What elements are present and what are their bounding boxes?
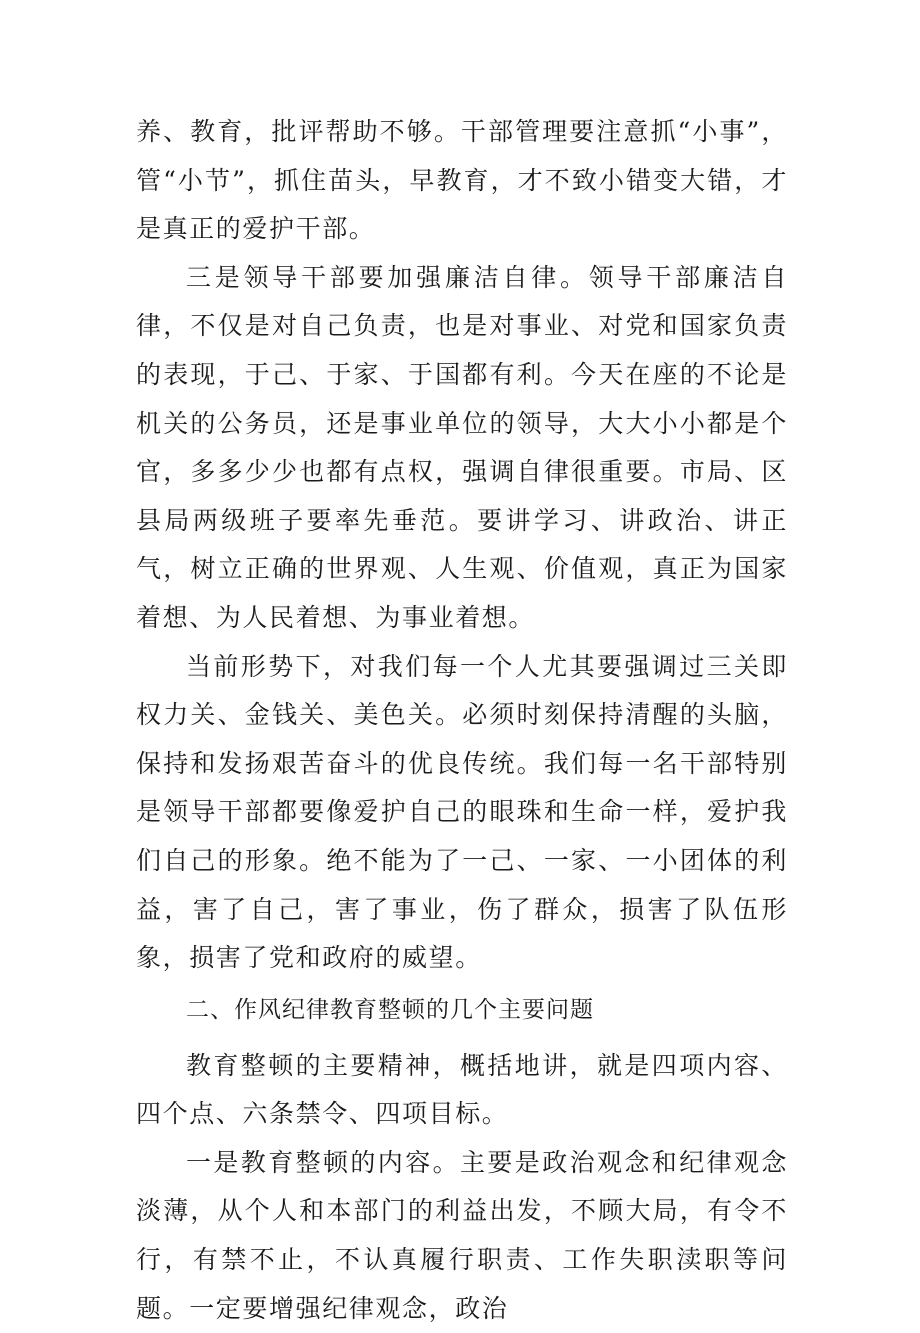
paragraph-content: 一是教育整顿的内容。主要是政治观念和纪律观念淡薄，从个人和本部门的利益出发，不顾大局，有令不行，有禁不止，不认真履行职责、工作失职渎职等问题。一定要增强纪律观念，政治 xyxy=(136,1147,788,1323)
document-body xyxy=(136,108,788,1333)
paragraph-three-gates: 当前形势下，对我们每一个人尤其要强调过三关即权力关、金钱关、美色关。必须时刻保持清醒的头脑，保持和发扬艰苦奋斗的优良传统。我们每一名干部特别是领导干部都要像爱护自己的眼珠和生命一样，爱护我们自己的形象。绝不能为了一己、一家、一小团体的利益，害了自己，害了事业，伤了群众，损害了队伍形象，损害了党和政府的威望。 xyxy=(136,651,788,973)
paragraph-continued: 养、教育，批评帮助不够。干部管理要注意抓“小事”，管“小节”，抓住苗头，早教育，才不致小错变大错，才是真正的爱护干部。 xyxy=(136,117,788,244)
section-heading: 二、作风纪律教育整顿的几个主要问题 xyxy=(186,996,594,1023)
paragraph-self-discipline: 三是领导干部要加强廉洁自律。领导干部廉洁自律，不仅是对自己负责，也是对事业、对党和国家负责的表现，于己、于家、于国都有利。今天在座的不论是机关的公务员，还是事业单位的领导，大大小小都是个官，多多少少也都有点权，强调自律很重要。市局、区县局两级班子要率先垂范。要讲学习、讲政治、讲正气，树立正确的世界观、人生观、价值观，真正为国家着想、为人民着想、为事业着想。 xyxy=(136,262,788,632)
paragraph-main-spirit: 教育整顿的主要精神，概括地讲，就是四项内容、四个点、六条禁令、四项目标。 xyxy=(136,1050,788,1129)
